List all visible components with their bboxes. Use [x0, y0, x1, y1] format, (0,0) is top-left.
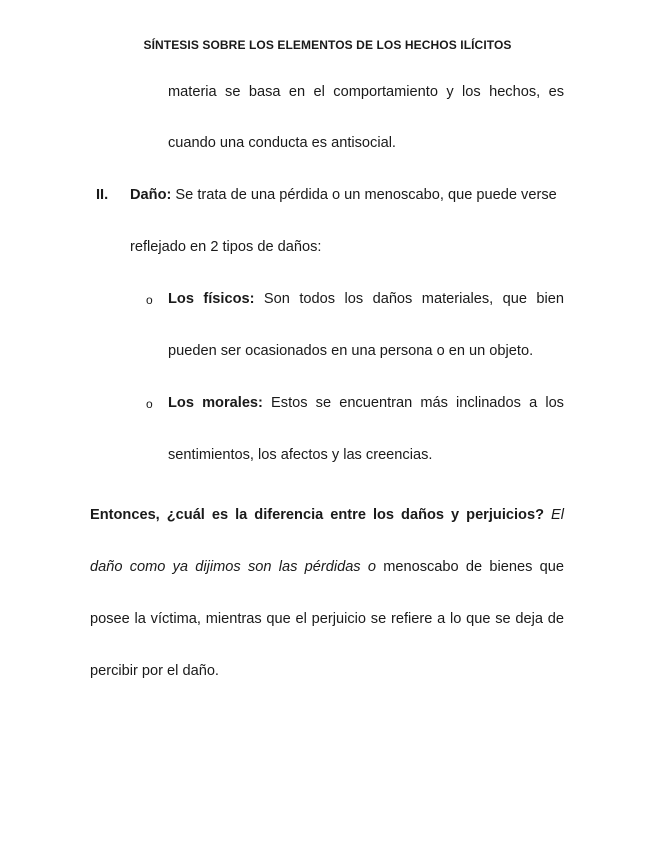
list-item-line: reflejado en 2 tipos de daños:	[130, 239, 322, 255]
paragraph-text: menoscabo de bienes que	[375, 559, 564, 575]
item-text: Se trata de una pérdida o un menoscabo, que puede verse	[171, 187, 557, 203]
bullet-icon: o	[146, 293, 153, 307]
paragraph-line	[90, 506, 564, 524]
bullet-icon: o	[146, 397, 153, 411]
list-number: II.	[96, 187, 109, 203]
paragraph-line: materia se basa en el comportamiento y los hechos, es	[168, 84, 564, 100]
sublist-item-line: pueden ser ocasionados en una persona o en un objeto.	[168, 343, 534, 359]
paragraph-line: posee la víctima, mientras que el perjuicio se refiere a lo que se deja de	[90, 611, 564, 627]
paragraph-line: cuando una conducta es antisocial.	[168, 135, 396, 151]
sublist-item-line: sentimientos, los afectos y las creencias.	[168, 447, 433, 463]
page-header: SÍNTESIS SOBRE LOS ELEMENTOS DE LOS HECHOS ILÍCITOS	[143, 38, 512, 52]
sublist-item-line	[168, 394, 564, 412]
term-label: Los morales:	[168, 395, 263, 411]
paragraph-line: percibir por el daño.	[90, 663, 219, 679]
paragraph-line	[90, 558, 564, 576]
italic-text: El	[544, 507, 565, 523]
question-text: Entonces, ¿cuál es la diferencia entre los daños y perjuicios?	[90, 507, 545, 523]
item-text: Son todos los daños materiales, que bien	[254, 291, 564, 307]
list-item-line	[130, 186, 564, 204]
term-label: Daño:	[130, 187, 172, 203]
term-label: Los físicos:	[168, 291, 255, 307]
italic-text: daño como ya dijimos son las pérdidas o	[90, 559, 376, 575]
item-text: Estos se encuentran más inclinados a los	[262, 395, 564, 411]
sublist-item-line	[168, 290, 564, 308]
